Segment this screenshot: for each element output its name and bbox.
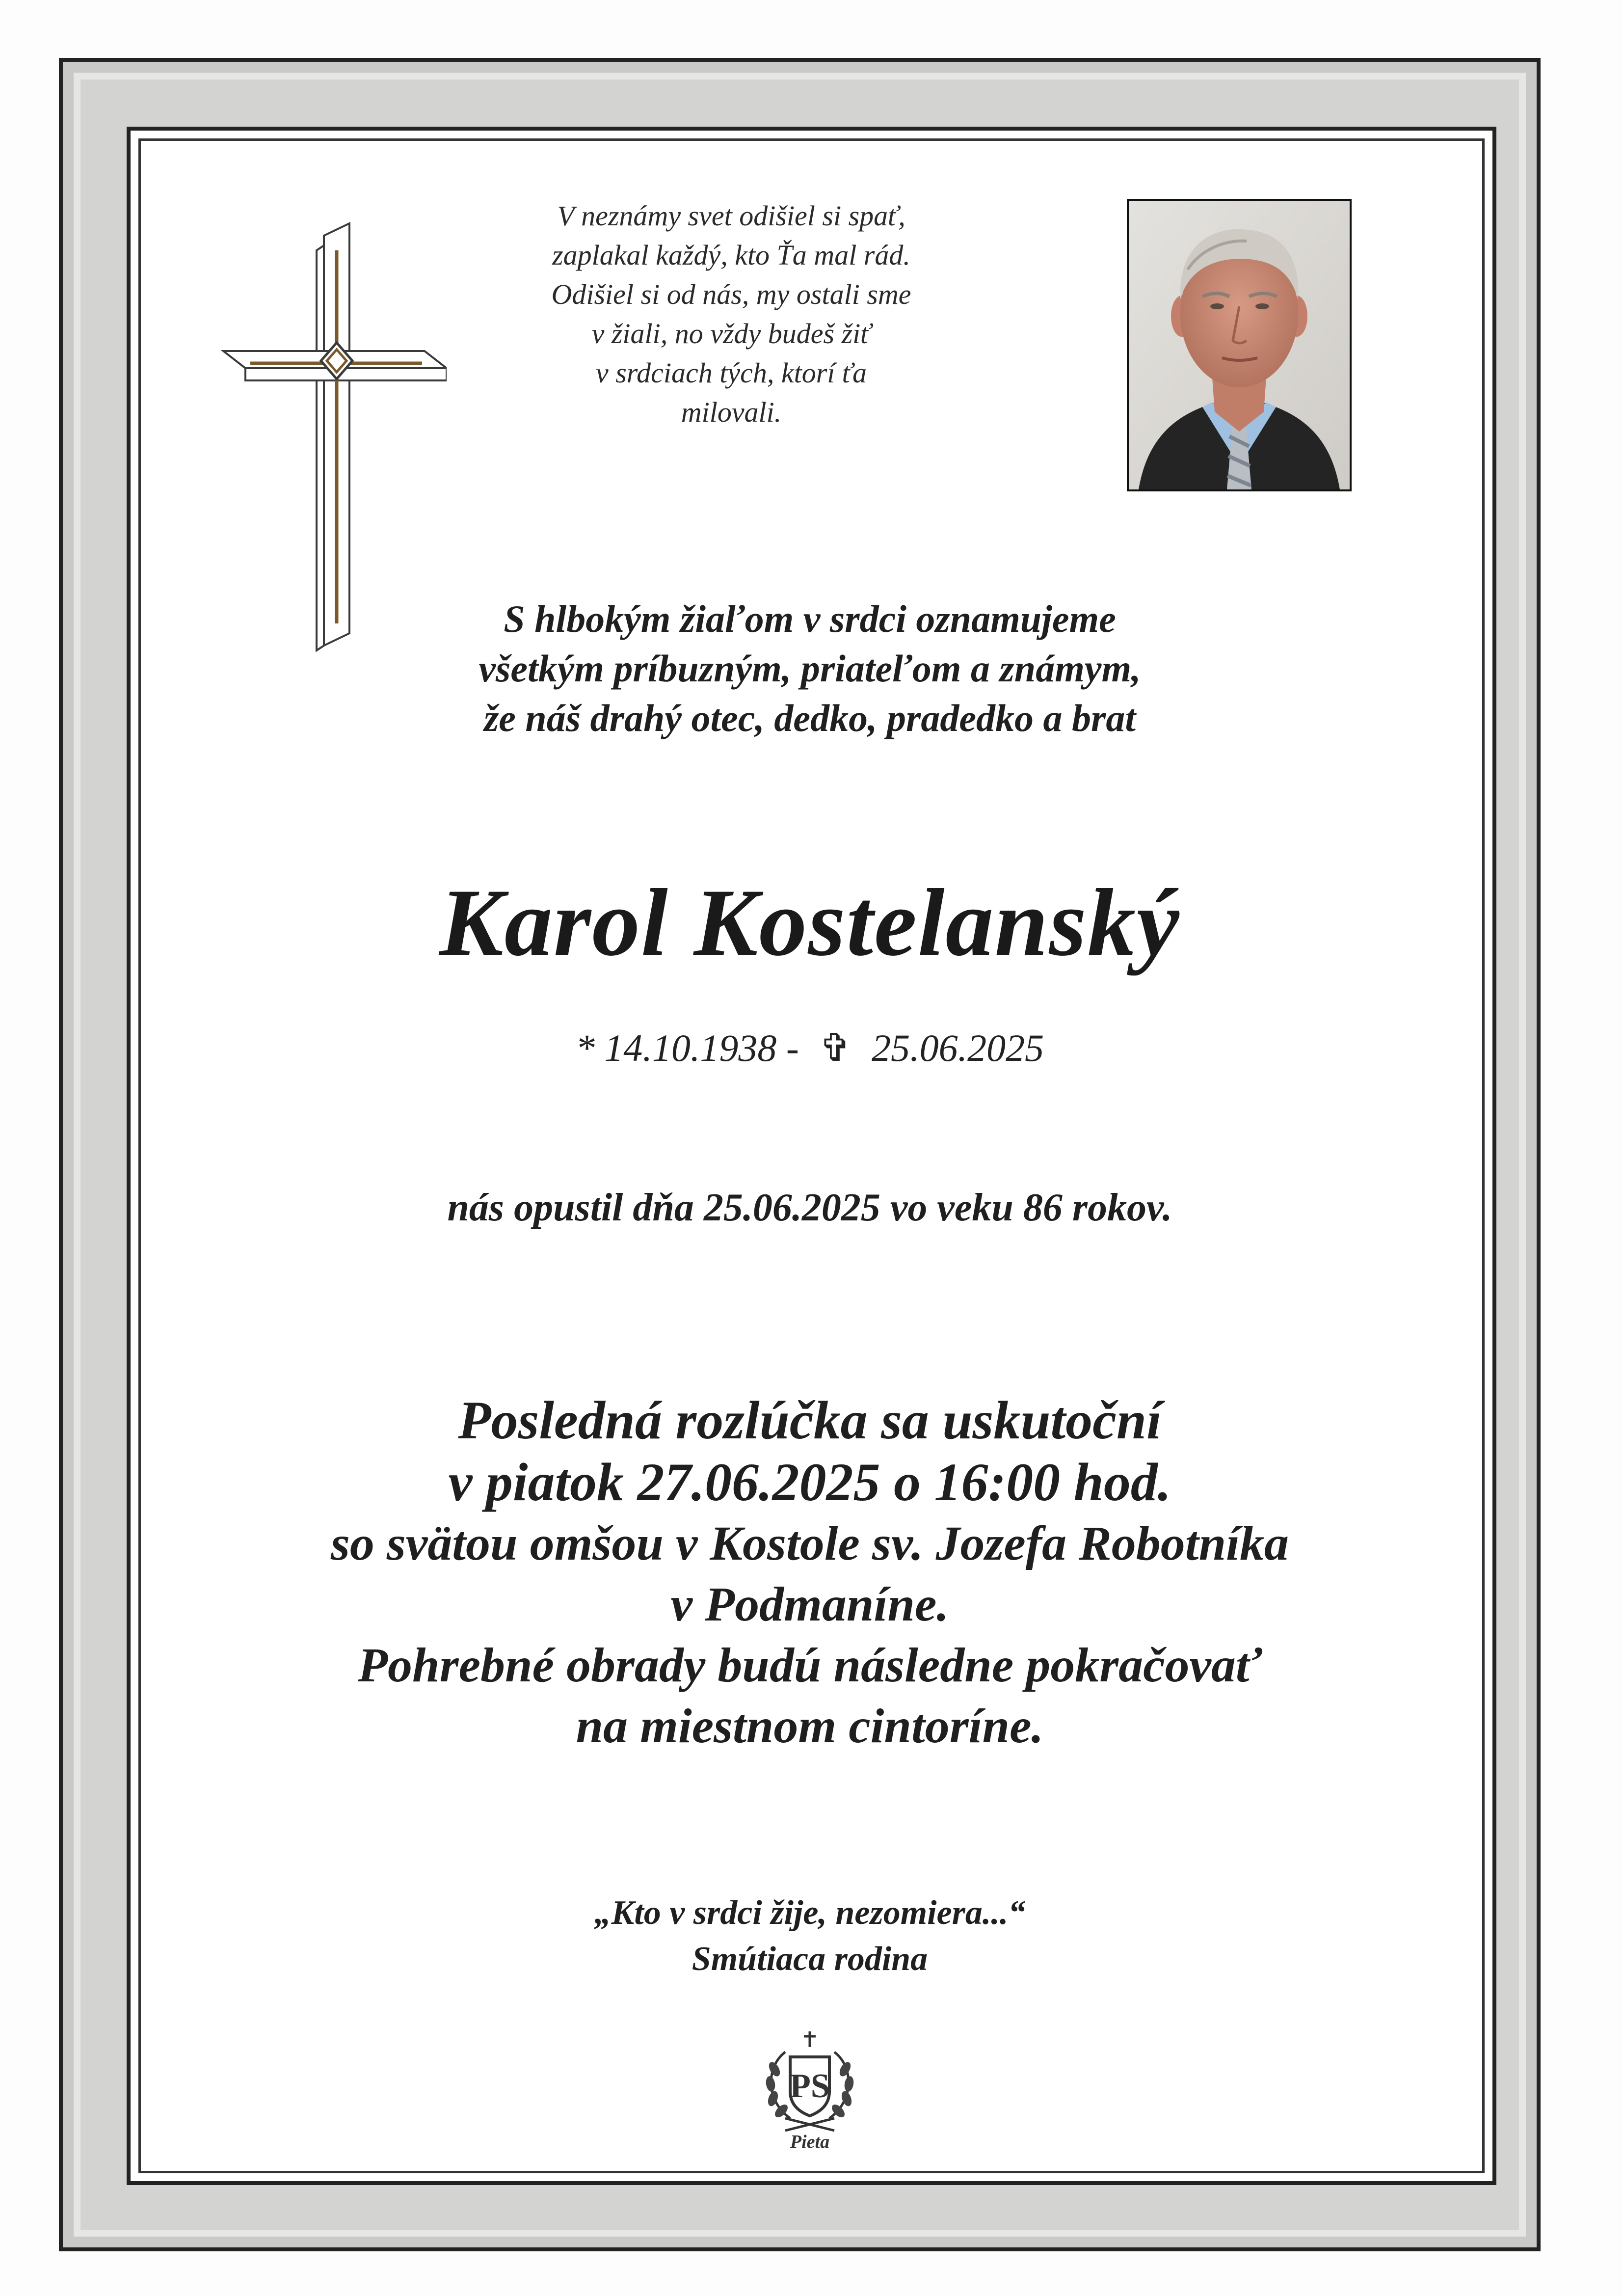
portrait-image bbox=[1129, 201, 1350, 489]
logo-letters: PS bbox=[790, 2067, 830, 2105]
life-dates bbox=[344, 1024, 1276, 1073]
funeral-line: v piatok 27.06.2025 o 16:00 hod. bbox=[448, 1452, 1171, 1512]
poem-line: V neznámy svet odišiel si spať, bbox=[557, 200, 905, 232]
funeral-line: v Podmaníne. bbox=[670, 1577, 949, 1631]
death-date: 25.06.2025 bbox=[872, 1026, 1044, 1069]
pieta-logo bbox=[756, 2027, 864, 2150]
poem-line: zaplakal každý, kto Ťa mal rád. bbox=[552, 239, 910, 271]
announcement-line: že náš drahý otec, dedko, pradedko a brat bbox=[483, 697, 1136, 739]
death-cross-icon: ✞ bbox=[819, 1026, 851, 1069]
poem-line: v žiali, no vždy budeš žiť bbox=[591, 318, 871, 350]
poem-line: milovali. bbox=[681, 396, 782, 428]
funeral-line: so svätou omšou v Kostole sv. Jozefa Robotníka bbox=[331, 1516, 1289, 1570]
logo-caption: Pieta bbox=[790, 2132, 830, 2150]
birth-date: * 14.10.1938 - bbox=[575, 1026, 799, 1069]
closing-quote: „Kto v srdci žije, nezomiera...“ bbox=[594, 1894, 1026, 1932]
funeral-line: Pohrebné obrady budú následne pokračovať bbox=[357, 1638, 1262, 1692]
poem-line: v srdciach tých, ktorí ťa bbox=[595, 357, 867, 389]
closing bbox=[344, 1890, 1276, 1982]
deceased-name: Karol Kostelanský bbox=[439, 869, 1180, 976]
signature: Smútiaca rodina bbox=[692, 1940, 928, 1978]
portrait-photo bbox=[1127, 199, 1352, 491]
memorial-poem bbox=[471, 196, 991, 432]
cross-icon bbox=[221, 221, 447, 653]
funeral-line: na miestnom cintoríne. bbox=[576, 1699, 1044, 1753]
passing-note: nás opustil dňa 25.06.2025 vo veku 86 rokov. bbox=[447, 1186, 1172, 1229]
funeral-line: Posledná rozlúčka sa uskutoční bbox=[458, 1390, 1162, 1450]
funeral-details bbox=[196, 1389, 1423, 1756]
poem-line: Odišiel si od nás, my ostali sme bbox=[551, 278, 911, 310]
announcement bbox=[245, 594, 1374, 743]
announcement-line: všetkým príbuzným, priateľom a známym, bbox=[479, 647, 1141, 690]
announcement-line: S hlbokým žiaľom v srdci oznamujeme bbox=[504, 597, 1116, 640]
